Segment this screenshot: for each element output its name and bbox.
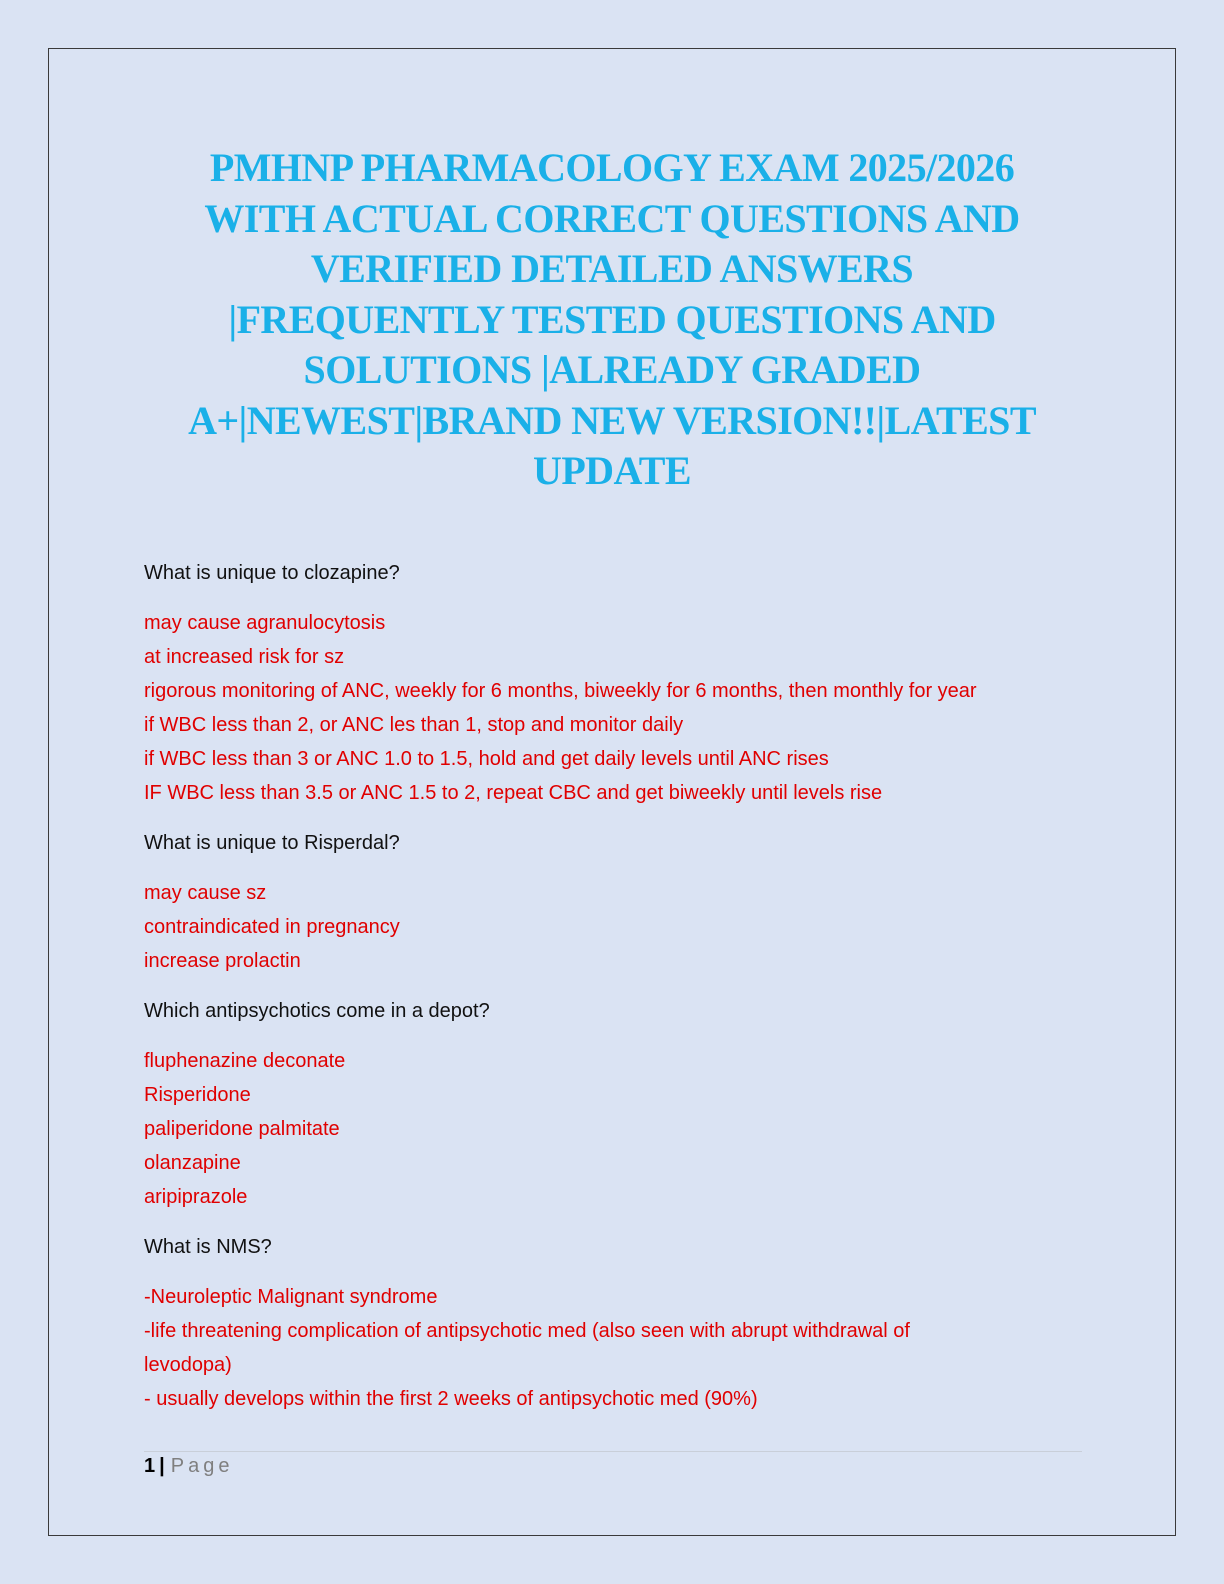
title-line: A+|NEWEST|BRAND NEW VERSION!!|LATEST bbox=[188, 397, 1036, 443]
answer-line: if WBC less than 3 or ANC 1.0 to 1.5, hold and get daily levels until ANC rises bbox=[144, 748, 829, 770]
document-title bbox=[130, 143, 1094, 497]
title-line: SOLUTIONS |ALREADY GRADED bbox=[303, 347, 921, 392]
answer-line: if WBC less than 2, or ANC les than 1, stop and monitor daily bbox=[144, 714, 684, 736]
answer-line: increase prolactin bbox=[144, 950, 301, 972]
answer-line: IF WBC less than 3.5 or ANC 1.5 to 2, repeat CBC and get biweekly until levels rise bbox=[144, 782, 883, 804]
answer-line: -Neuroleptic Malignant syndrome bbox=[144, 1286, 438, 1308]
answer-nms bbox=[144, 1280, 1104, 1416]
question-depot: Which antipsychotics come in a depot? bbox=[144, 1000, 490, 1022]
answer-line: fluphenazine deconate bbox=[144, 1050, 346, 1072]
page-number: 1 bbox=[144, 1455, 156, 1477]
answer-depot bbox=[144, 1044, 1104, 1214]
answer-line: levodopa) bbox=[144, 1354, 232, 1376]
qa-content bbox=[144, 556, 1104, 1432]
answer-line: paliperidone palmitate bbox=[144, 1118, 340, 1140]
question-nms: What is NMS? bbox=[144, 1236, 272, 1258]
answer-line: olanzapine bbox=[144, 1152, 241, 1174]
question-clozapine: What is unique to clozapine? bbox=[144, 562, 400, 584]
title-line: VERIFIED DETAILED ANSWERS bbox=[310, 246, 914, 291]
answer-line: may cause agranulocytosis bbox=[144, 612, 386, 634]
answer-line: - usually develops within the first 2 weeks of antipsychotic med (90%) bbox=[144, 1388, 758, 1410]
answer-line: at increased risk for sz bbox=[144, 646, 345, 668]
answer-line: -life threatening complication of antipsychotic med (also seen with abrupt withdrawal of bbox=[144, 1320, 910, 1342]
page-label: Page bbox=[170, 1455, 234, 1477]
page-footer bbox=[144, 1452, 233, 1480]
footer-rule bbox=[144, 1451, 1082, 1452]
answer-line: may cause sz bbox=[144, 882, 267, 904]
title-line: UPDATE bbox=[533, 448, 691, 493]
footer-separator: | bbox=[159, 1455, 165, 1477]
answer-line: contraindicated in pregnancy bbox=[144, 916, 400, 938]
title-line: |FREQUENTLY TESTED QUESTIONS AND bbox=[228, 296, 996, 342]
answer-clozapine bbox=[144, 606, 1104, 810]
title-line: PMHNP PHARMACOLOGY EXAM 2025/2026 bbox=[209, 145, 1015, 190]
title-line: WITH ACTUAL CORRECT QUESTIONS AND bbox=[204, 195, 1020, 241]
answer-risperdal bbox=[144, 876, 1104, 978]
answer-line: rigorous monitoring of ANC, weekly for 6 months, biweekly for 6 months, then monthly for year bbox=[144, 680, 977, 702]
answer-line: Risperidone bbox=[144, 1084, 251, 1106]
answer-line: aripiprazole bbox=[144, 1186, 248, 1208]
question-risperdal: What is unique to Risperdal? bbox=[144, 832, 400, 854]
